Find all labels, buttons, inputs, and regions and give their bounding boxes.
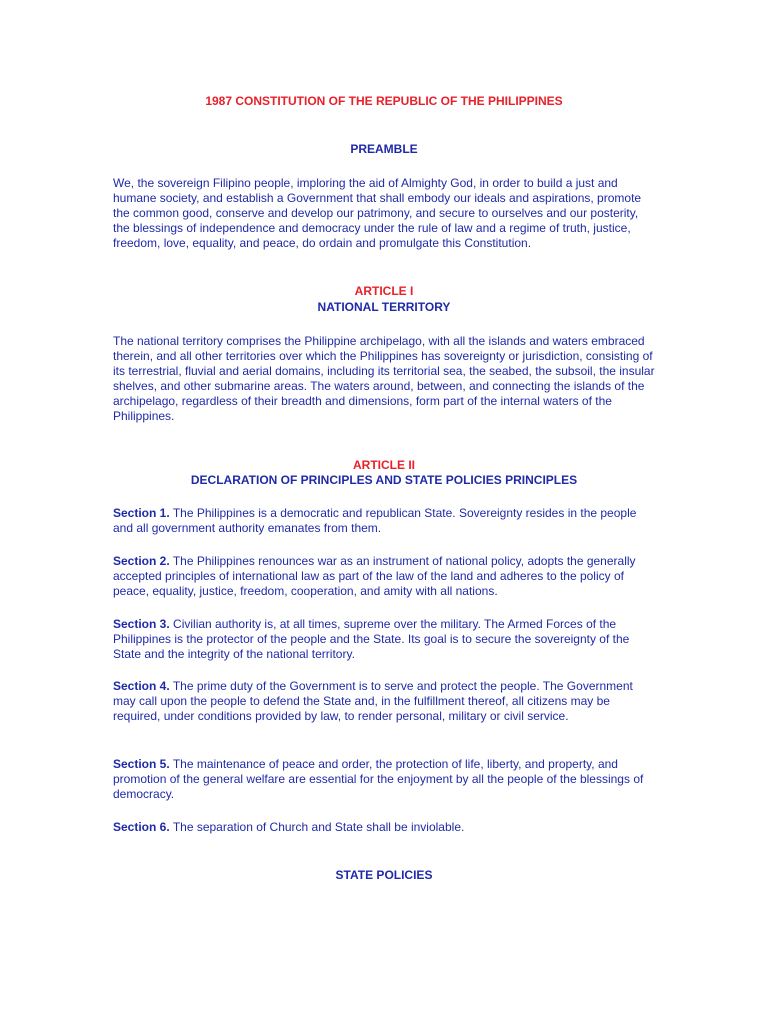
section-1-text: The Philippines is a democratic and republican State. Sovereignty resides in the people and all government authority emanates from them.: [113, 506, 637, 535]
state-policies-heading: STATE POLICIES: [335, 868, 433, 882]
section-2: [113, 554, 658, 599]
section-3-label: Section 3.: [113, 617, 170, 631]
document-title: 1987 CONSTITUTION OF THE REPUBLIC OF THE PHILIPPINES: [205, 94, 563, 108]
article-1-title: NATIONAL TERRITORY: [317, 300, 451, 314]
section-4-label: Section 4.: [113, 679, 170, 693]
article-2-number: ARTICLE II: [353, 458, 415, 472]
article-1-number: ARTICLE I: [354, 284, 414, 298]
section-1: [113, 506, 658, 536]
preamble-heading: PREAMBLE: [350, 142, 418, 156]
section-6-text: The separation of Church and State shall be inviolable.: [172, 820, 465, 834]
section-5-label: Section 5.: [113, 757, 170, 771]
section-3-text: Civilian authority is, at all times, supreme over the military. The Armed Forces of the Philippines is the protector of the people and the State. Its goal is to secure the sovereignty of the State and the integrity of the national territory.: [113, 617, 630, 661]
article-1-text: The national territory comprises the Philippine archipelago, with all the islands and waters embraced therein, and all other territories over which the Philippines has sovereignty or jurisdiction, consisting of its terrestrial, fluvial and aerial domains, including its territorial sea, the seabed, the subsoil, the insular shelves, and other submarine areas. The waters around, between, and connecting the islands of the archipelago, regardless of their breadth and dimensions, form part of the internal waters of the Philippines.: [113, 334, 655, 423]
section-1-label: Section 1.: [113, 506, 170, 520]
section-4: [113, 679, 658, 724]
section-3: [113, 617, 658, 662]
section-6-label: Section 6.: [113, 820, 170, 834]
section-5-text: The maintenance of peace and order, the protection of life, liberty, and property, and promotion of the general welfare are essential for the enjoyment by all the people of the blessings of democracy.: [113, 757, 644, 801]
section-4-text: The prime duty of the Government is to serve and protect the people. The Government may call upon the people to defend the State and, in the fulfillment thereof, all citizens may be required, under conditions provided by law, to render personal, military or civil service.: [113, 679, 633, 723]
section-6: [113, 820, 658, 835]
section-2-label: Section 2.: [113, 554, 170, 568]
section-2-text: The Philippines renounces war as an instrument of national policy, adopts the generally accepted principles of international law as part of the law of the land and adheres to the policy of peace, equality, justice, freedom, cooperation, and amity with all nations.: [113, 554, 636, 598]
preamble-text: We, the sovereign Filipino people, imploring the aid of Almighty God, in order to build a just and humane society, and establish a Government that shall embody our ideals and aspirations, promote the common good, conserve and develop our patrimony, and secure to ourselves and our posterity, the blessings of independence and democracy under the rule of law and a regime of truth, justice, freedom, love, equality, and peace, do ordain and promulgate this Constitution.: [113, 176, 642, 250]
article-2-title: DECLARATION OF PRINCIPLES AND STATE POLICIES PRINCIPLES: [190, 473, 578, 487]
section-5: [113, 757, 658, 802]
